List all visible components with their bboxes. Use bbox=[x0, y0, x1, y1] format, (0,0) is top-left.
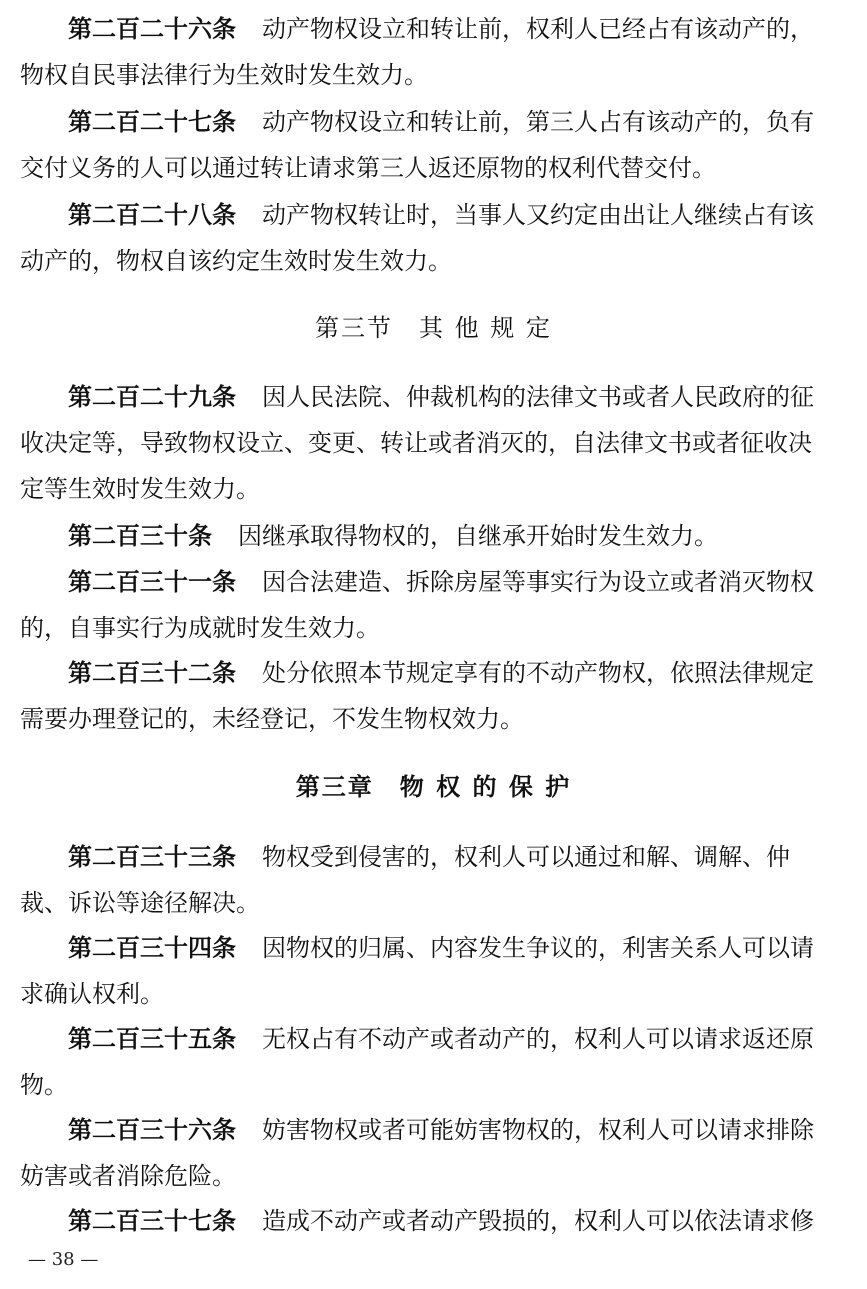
article-first-line bbox=[68, 99, 814, 145]
article-first-line bbox=[68, 374, 814, 420]
article-number: 第二百三十条 bbox=[68, 522, 212, 550]
article-number: 第二百二十九条 bbox=[68, 383, 236, 411]
article-first-line bbox=[68, 834, 790, 880]
article-text: 处分依照本节规定享有的不动产物权，依照法律规定 bbox=[262, 659, 814, 687]
article-number: 第二百二十七条 bbox=[68, 108, 236, 136]
article-number: 第二百三十二条 bbox=[68, 659, 236, 687]
article-text: 妨害物权或者可能妨害物权的，权利人可以请求排除 bbox=[262, 1116, 814, 1144]
article-text-continued: 需要办理登记的，未经登记，不发生物权效力。 bbox=[20, 705, 524, 733]
article-text-continued: 交付义务的人可以通过转让请求第三人返还原物的权利代替交付。 bbox=[20, 154, 716, 182]
article-text: 造成不动产或者动产毁损的，权利人可以依法请求修 bbox=[262, 1207, 814, 1235]
article-number: 第二百三十七条 bbox=[68, 1207, 236, 1235]
article-text-continued: 定等生效时发生效力。 bbox=[20, 475, 260, 503]
article-number: 第二百二十六条 bbox=[68, 15, 236, 43]
article-text-continued: 物权自民事法律行为生效时发生效力。 bbox=[20, 61, 428, 89]
article-text: 因物权的归属、内容发生争议的，利害关系人可以请 bbox=[262, 934, 814, 962]
section-heading: 第三节 其 他 规 定 bbox=[315, 314, 552, 342]
article-first-line bbox=[68, 1107, 814, 1153]
chapter-heading: 第三章 物 权 的 保 护 bbox=[295, 773, 572, 801]
article-number: 第二百三十一条 bbox=[68, 568, 236, 596]
article-text-continued: 物。 bbox=[20, 1071, 68, 1099]
article-text: 物权受到侵害的，权利人可以通过和解、调解、仲 bbox=[262, 843, 790, 871]
article-text: 动产物权转让时，当事人又约定由出让人继续占有该 bbox=[262, 201, 814, 229]
article-text: 动产物权设立和转让前，权利人已经占有该动产的， bbox=[262, 15, 814, 43]
article-number: 第二百二十八条 bbox=[68, 201, 236, 229]
article-text-continued: 求确认权利。 bbox=[20, 980, 164, 1008]
article-text: 因继承取得物权的，自继承开始时发生效力。 bbox=[238, 522, 718, 550]
article-first-line bbox=[68, 513, 718, 559]
article-text-continued: 的，自事实行为成就时发生效力。 bbox=[20, 614, 380, 642]
page-number: — 38 — bbox=[28, 1249, 99, 1270]
article-number: 第二百三十六条 bbox=[68, 1116, 236, 1144]
article-text-continued: 动产的，物权自该约定生效时发生效力。 bbox=[20, 247, 452, 275]
article-text-continued: 裁、诉讼等途径解决。 bbox=[20, 889, 260, 917]
article-first-line bbox=[68, 1016, 814, 1062]
article-first-line bbox=[68, 1198, 814, 1244]
article-text: 无权占有不动产或者动产的，权利人可以请求返还原 bbox=[262, 1025, 814, 1053]
article-first-line bbox=[68, 925, 814, 971]
article-first-line bbox=[68, 650, 814, 696]
article-number: 第二百三十三条 bbox=[68, 843, 236, 871]
article-first-line bbox=[68, 559, 814, 605]
article-first-line bbox=[68, 6, 814, 52]
article-number: 第二百三十四条 bbox=[68, 934, 236, 962]
article-text: 动产物权设立和转让前，第三人占有该动产的，负有 bbox=[262, 108, 814, 136]
article-text: 因人民法院、仲裁机构的法律文书或者人民政府的征 bbox=[262, 383, 814, 411]
article-text-continued: 收决定等，导致物权设立、变更、转让或者消灭的，自法律文书或者征收决 bbox=[20, 429, 812, 457]
article-first-line bbox=[68, 192, 814, 238]
article-text: 因合法建造、拆除房屋等事实行为设立或者消灭物权 bbox=[262, 568, 814, 596]
article-text-continued: 妨害或者消除危险。 bbox=[20, 1162, 236, 1190]
article-number: 第二百三十五条 bbox=[68, 1025, 236, 1053]
